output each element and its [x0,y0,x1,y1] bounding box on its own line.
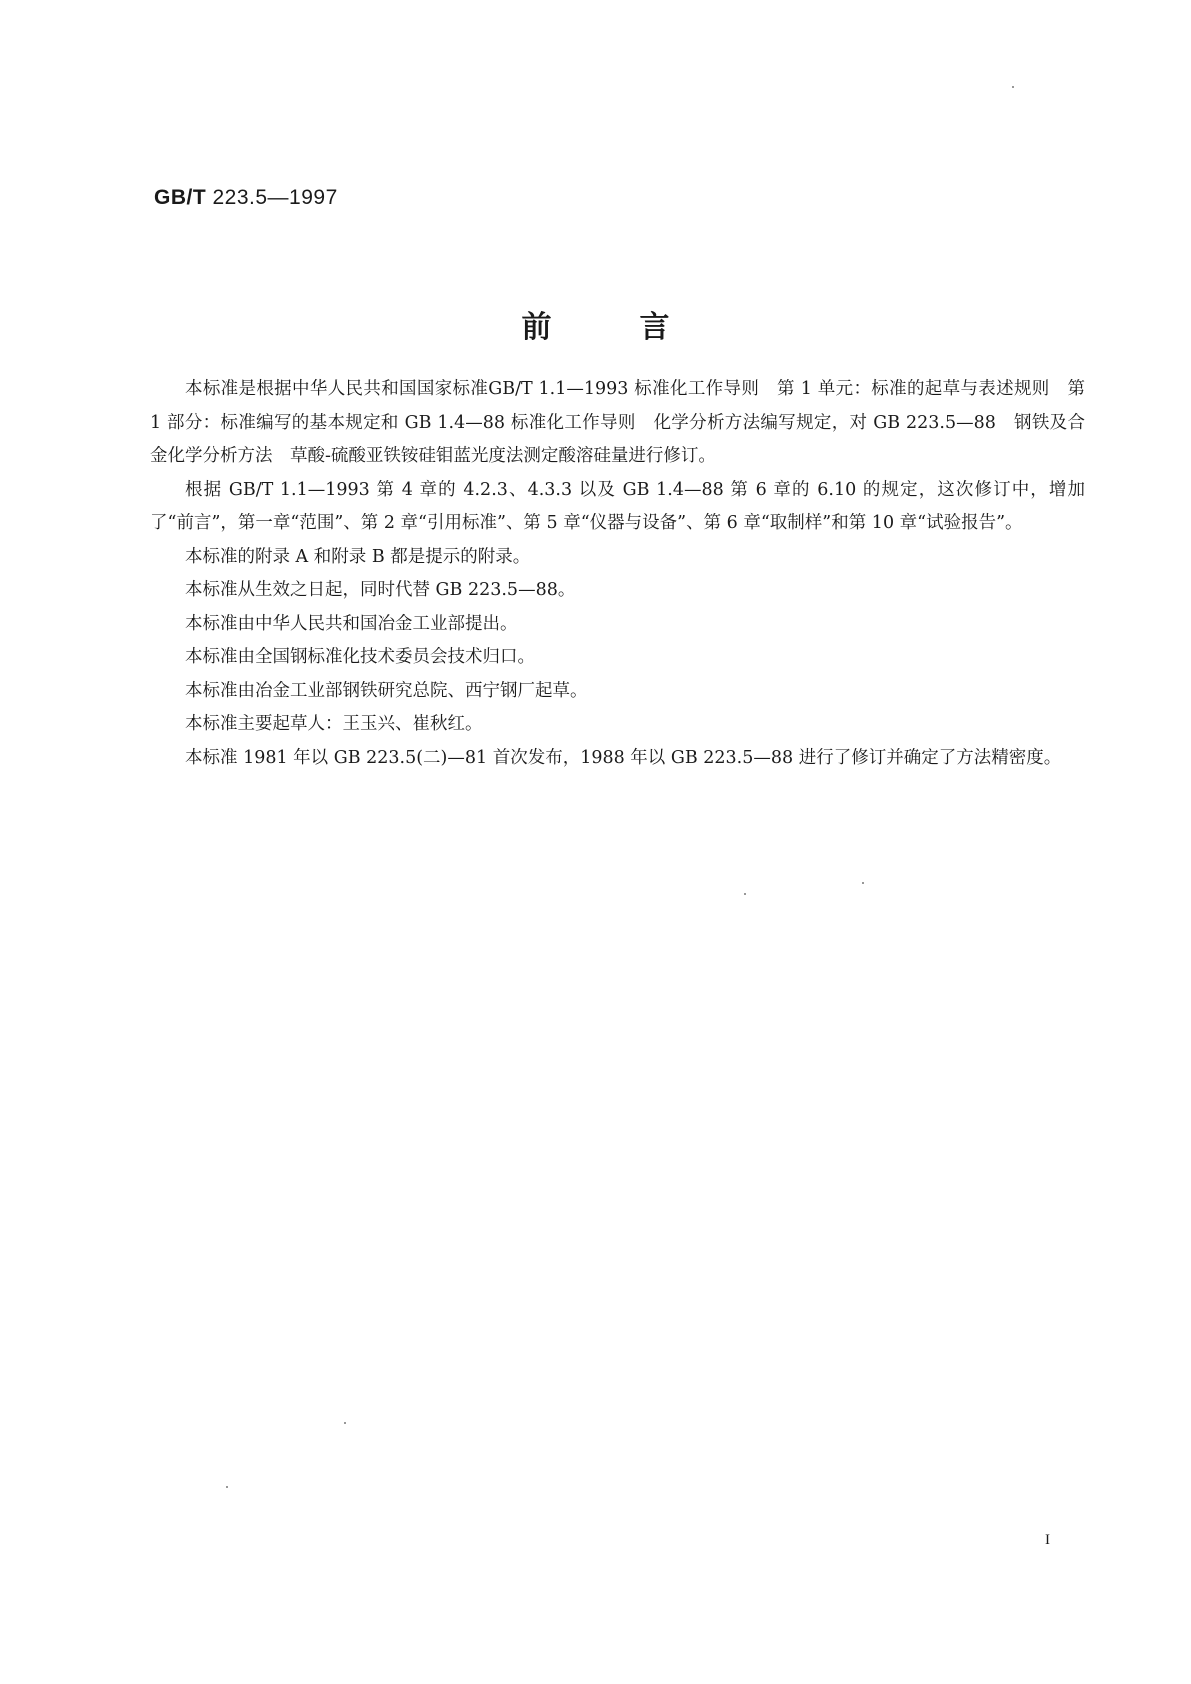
scan-speck [344,1422,346,1424]
scan-speck [1012,86,1014,88]
preface-body [150,373,1085,775]
standard-prefix: GB/T [154,186,207,209]
scan-speck [744,893,746,895]
paragraph-appendix: 本标准的附录 A 和附录 B 都是提示的附录。 [185,546,531,567]
scan-speck [862,882,864,884]
standard-number [154,186,338,210]
paragraph-drafting-units: 本标准由冶金工业部钢铁研究总院、西宁钢厂起草。 [185,680,588,701]
scan-speck [226,1486,228,1488]
paragraph-committee: 本标准由全国钢标准化技术委员会技术归口。 [185,647,535,667]
paragraph-drafters: 本标准主要起草人：王玉兴、崔秋红。 [185,714,483,734]
paragraph-effective: 本标准从生效之日起，同时代替 GB 223.5—88。 [185,580,576,600]
paragraph-basis: 本标准是根据中华人民共和国国家标准GB/T 1.1—1993 标准化工作导则 第 1 单元：标准的起草与表述规则 第 1 部分：标准编写的基本规定和 GB 1.4—88 标准化工作导则 化学分析方法编写规定，对 GB 223.5—88 钢铁及合金化学分析方法 草酸-硫酸亚铁铵硅钼蓝光度法测定酸溶硅量进行修订。 [150,379,1085,466]
page-number: I [1045,1532,1050,1548]
paragraph-revisions: 根据 GB/T 1.1—1993 第 4 章的 4.2.3、4.3.3 以及 GB 1.4—88 第 6 章的 6.10 的规定，这次修订中，增加了“前言”，第一章“范围”、第 2 章“引用标准”、第 5 章“仪器与设备”、第 6 章“取制样”和第 10 章“试验报告”。 [150,479,1085,533]
paragraph-history: 本标准 1981 年以 GB 223.5(二)—81 首次发布，1988 年以 GB 223.5—88 进行了修订并确定了方法精密度。 [185,747,1062,768]
preface-title: 前言 [521,310,758,345]
paragraph-proposer: 本标准由中华人民共和国冶金工业部提出。 [185,613,518,634]
standard-code: 223.5—1997 [206,186,338,209]
